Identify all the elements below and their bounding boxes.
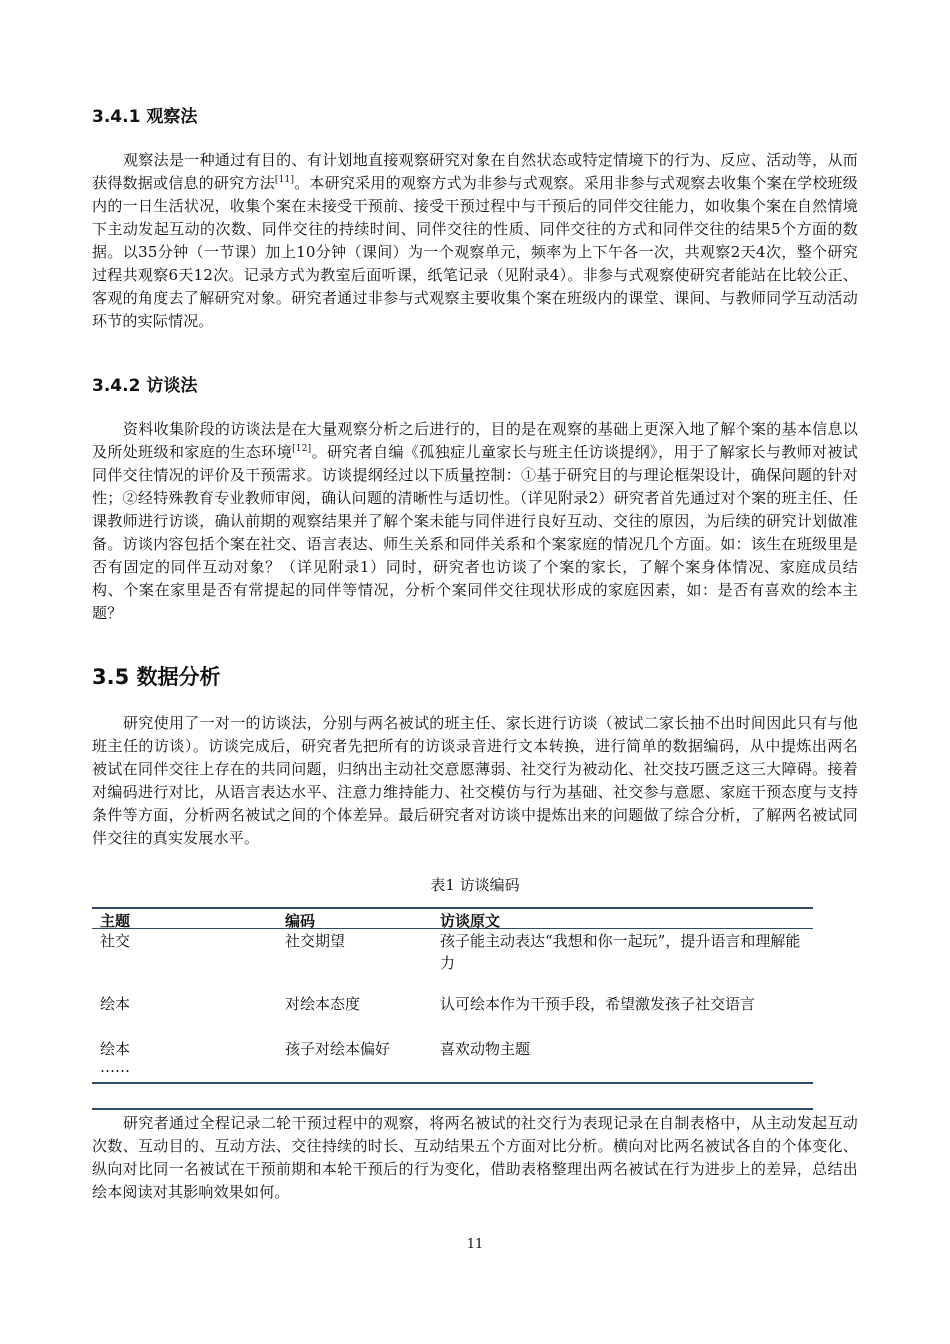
table-top-rule (92, 907, 813, 909)
table-cell-quote: 喜欢动物主题 (440, 1040, 531, 1058)
table-cell-theme: 绘本 (100, 1040, 131, 1058)
table-caption: 表1 访谈编码 (430, 876, 520, 894)
table-cell-theme: 社交 (100, 932, 131, 950)
page-number: 11 (466, 1237, 484, 1252)
table-cell-quote: 认可绘本作为干预手段，希望激发孩子社交语言 (440, 995, 756, 1013)
table-cell-code: 孩子对绘本偏好 (285, 1040, 391, 1058)
paragraph-interview-text-b: 。研究者自编《孤独症儿童家长与班主任访谈提纲》，用于了解家长与教师对被试同伴交往情况的评价及干预需求。访谈提纲经过以下质量控制：①基于研究目的与理论框架设计，确保问题的针对性；②经特殊教育专业教师审阅，确认问题的清晰性与适切性。（详见附录2）研究者首先通过对个案的班主任、任课教师进行访谈，确认前期的观察结果并了解个案未能与同伴进行良好互动、交往的原因，为后续的研究计划做准备。访谈内容包括个案在社交、语言表达、师生关系和同伴关系和个案家庭的情况几个方面。如：该生在班级里是否有固定的同伴互动对象？（详见附录1）同时，研究者也访谈了个案的家长，了解个案身体情况、家庭成员结构、个案在家里是否有常提起的同伴等情况，分析个案同伴交往现状形成的家庭因素，如：是否有喜欢的绘本主题？ (92, 443, 858, 622)
paragraph-observation-text-b: 。本研究采用的观察方式为非参与式观察。采用非参与式观察去收集个案在学校班级内的一日生活状况，收集个案在未接受干预前、接受干预过程中与干预后的同伴交往能力，如收集个案在自然情境下主动发起互动的次数、同伴交往的持续时间、同伴交往的性质、同伴交往的方式和同伴交往的结果5个方面的数据。以35分钟（一节课）加上10分钟（课间）为一个观察单元，频率为上下午各一次，共观察2天4次，整个研究过程共观察6天12次。记录方式为教室后面听课，纸笔记录（见附录4）。非参与式观察使研究者能站在比较公正、客观的角度去了解研究对象。研究者通过非参与式观察主要收集个案在班级内的课堂、课间、与教师同学互动活动环节的实际情况。 (92, 174, 858, 330)
paragraph-observation-text-a: 观察法是一种通过有目的、有计划地直接观察研究对象在自然状态或特定情境下的行为、反应、活动等，从而获得数据或信息的研究方法 (92, 151, 858, 192)
paragraph-data-analysis: 研究使用了一对一的访谈法，分别与两名被试的班主任、家长进行访谈（被试二家长抽不出时间因此只有与他班主任的访谈）。访谈完成后，研究者先把所有的访谈录音进行文本转换，进行简单的数据编码，从中提炼出两名被试在同伴交往上存在的共同问题，归纳出主动社交意愿薄弱、社交行为被动化、社交技巧匮乏这三大障碍。接着对编码进行对比，从语言表达水平、注意力维持能力、社交模仿与行为基础、社交参与意愿、家庭干预态度与支持条件等方面，分析两名被试之间的个体差异。最后研究者对访谈中提炼出来的问题做了综合分析，了解两名被试同伴交往的真实发展水平。 (92, 714, 858, 847)
table-header-quote: 访谈原文 (440, 912, 501, 930)
table-header-code: 编码 (285, 912, 316, 930)
citation-11: [11] (274, 175, 295, 185)
table-cell-theme: 绘本 (100, 995, 131, 1013)
paragraph-observation (92, 149, 858, 333)
table-bottom-rule-2 (92, 1108, 813, 1110)
citation-12: [12] (292, 444, 312, 454)
paragraph-interview (92, 418, 858, 625)
table-bottom-rule (92, 1082, 813, 1084)
section-heading-interview: 3.4.2 访谈法 (92, 376, 198, 396)
paragraph-closing: 研究者通过全程记录二轮干预过程中的观察，将两名被试的社交行为表现记录在自制表格中，从主动发起互动次数、互动目的、互动方法、交往持续的时长、互动结果五个方面对比分析。横向对比两名被试各自的个体变化、纵向对比同一名被试在干预前期和本轮干预后的行为变化，借助表格整理出两名被试在行为进步上的差异，总结出绘本阅读对其影响效果如何。 (92, 1114, 858, 1201)
table-cell-code: 对绘本态度 (285, 995, 361, 1013)
table-cell-code: 社交期望 (285, 932, 346, 950)
table-ellipsis: …… (100, 1058, 130, 1076)
table-header-rule (92, 928, 813, 929)
paragraph-interview-text-a: 资料收集阶段的访谈法是在大量观察分析之后进行的，目的是在观察的基础上更深入地了解个案的基本信息以及所处班级和家庭的生态环境 (92, 420, 858, 461)
section-heading-observation: 3.4.1 观察法 (92, 107, 198, 127)
table-header-theme: 主题 (100, 912, 131, 930)
section-heading-data-analysis: 3.5 数据分析 (92, 665, 221, 689)
table-cell-quote: 孩子能主动表达“我想和你一起玩”，提升语言和理解能力 (440, 932, 801, 972)
